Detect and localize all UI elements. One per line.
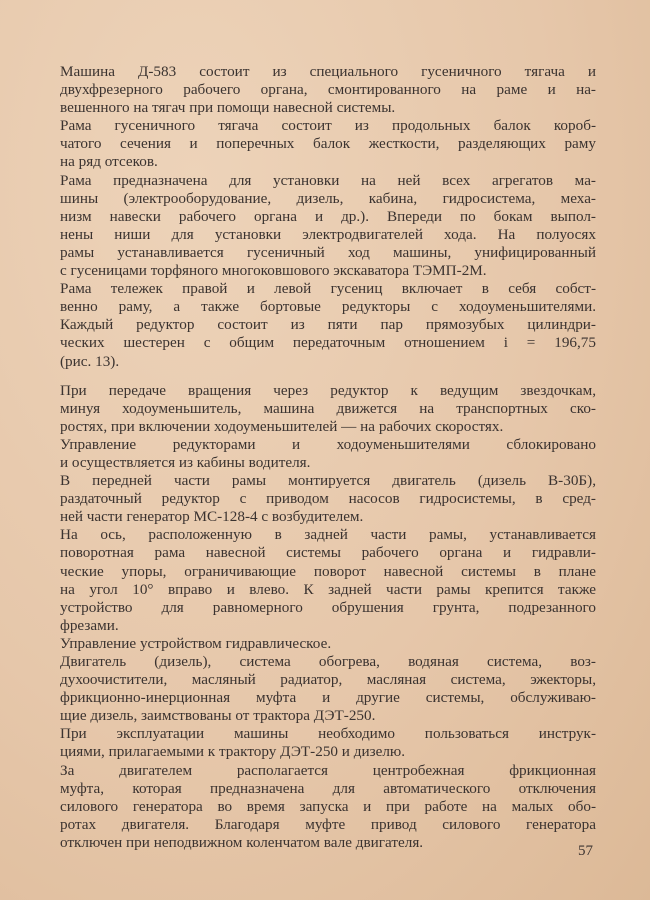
text-line: Двигатель (дизель), система обогрева, водяная система, воз- bbox=[60, 653, 596, 670]
paragraph bbox=[60, 526, 596, 635]
text-line: Рама предназначена для установки на ней всех агрегатов ма- bbox=[60, 171, 596, 189]
text-line: с гусеницами торфяного многоковшового экскаватора ТЭМП-2М. bbox=[60, 262, 487, 280]
text-line: При передаче вращения через редуктор к ведущим звездочкам, bbox=[60, 381, 596, 399]
text-line: На ось, расположенную в задней части рамы, устанавливается bbox=[60, 526, 596, 544]
text-line: (рис. 13). bbox=[60, 352, 120, 370]
paragraph bbox=[60, 472, 596, 526]
text-line: поворотная рама навесной системы рабочего органа и гидравли- bbox=[60, 544, 596, 562]
paragraph bbox=[60, 635, 596, 653]
paragraph bbox=[60, 382, 596, 436]
body-text bbox=[60, 63, 596, 852]
text-line: Рама тележек правой и левой гусениц включает в себя собст- bbox=[60, 280, 596, 298]
paragraph bbox=[60, 117, 596, 171]
text-line: на угол 10° вправо и влево. К задней части рамы крепится также bbox=[60, 580, 596, 598]
text-line: и осуществляется из кабины водителя. bbox=[60, 453, 311, 471]
text-line: Управление редукторами и ходоуменьшителями сблокировано bbox=[60, 435, 596, 453]
text-line: Каждый редуктор состоит из пяти пар прямозубых цилиндри- bbox=[60, 316, 596, 334]
text-line: шины (электрооборудование, дизель, кабина, гидросистема, меха- bbox=[60, 189, 596, 207]
text-line: ротах двигателя. Благодаря муфте привод силового генератора bbox=[60, 815, 596, 833]
paragraph bbox=[60, 280, 596, 370]
text-line: венно раму, а также бортовые редукторы с ходоуменьшителями. bbox=[60, 298, 596, 316]
text-line: фрикционно-инерционная муфта и другие системы, обслуживаю- bbox=[60, 689, 596, 707]
text-line: на ряд отсеков. bbox=[60, 153, 158, 171]
paragraph bbox=[60, 762, 596, 852]
text-line: ростях, при включении ходоуменьшителей — на рабочих скоростях. bbox=[60, 417, 504, 435]
text-line: Машина Д-583 состоит из специального гусеничного тягача и bbox=[60, 63, 596, 80]
text-line: циями, прилагаемыми к трактору ДЭТ-250 и дизелю. bbox=[60, 743, 406, 761]
paragraph-gap bbox=[60, 371, 596, 382]
paragraph bbox=[60, 172, 596, 281]
text-line: чатого сечения и поперечных балок жесткости, разделяющих раму bbox=[60, 135, 596, 153]
paragraph bbox=[60, 653, 596, 725]
text-line: раздаточный редуктор с приводом насосов гидросистемы, в сред- bbox=[60, 490, 596, 508]
text-line: За двигателем располагается центробежная фрикционная bbox=[60, 761, 596, 779]
text-line: силового генератора во время запуска и при работе на малых обо- bbox=[60, 797, 596, 815]
text-line: низм навески рабочего органа и др.). Впереди по бокам выпол- bbox=[60, 207, 596, 225]
text-line: фрезами. bbox=[60, 616, 119, 634]
page-number: 57 bbox=[578, 843, 593, 859]
paragraph bbox=[60, 63, 596, 117]
text-line: минуя ходоуменьшитель, машина движется на транспортных ско- bbox=[60, 399, 596, 417]
text-line: рамы устанавливается гусеничный ход машины, унифицированный bbox=[60, 243, 596, 261]
paragraph bbox=[60, 725, 596, 761]
text-line: ческих шестерен с общим передаточным отношением i = 196,75 bbox=[60, 334, 596, 352]
text-line: ческие упоры, ограничивающие поворот навесной системы в плане bbox=[60, 562, 596, 580]
text-line: духоочистители, масляный радиатор, масляная система, эжекторы, bbox=[60, 671, 596, 689]
text-line: муфта, которая предназначена для автоматического отключения bbox=[60, 779, 596, 797]
text-line: нены ниши для установки электродвигателей хода. На полуосях bbox=[60, 225, 596, 243]
text-line: ней части генератор МС-128-4 с возбудителем. bbox=[60, 508, 364, 526]
text-line: Управление устройством гидравлическое. bbox=[60, 634, 332, 652]
text-line: вешенного на тягач при помощи навесной системы. bbox=[60, 99, 396, 117]
text-line: двухфрезерного рабочего органа, смонтированного на раме и на- bbox=[60, 81, 596, 99]
text-line: Рама гусеничного тягача состоит из продольных балок короб- bbox=[60, 117, 596, 135]
text-line: В передней части рамы монтируется двигатель (дизель В-30Б), bbox=[60, 472, 596, 490]
text-line: щие дизель, заимствованы от трактора ДЭТ-250. bbox=[60, 707, 376, 725]
text-line: отключен при неподвижном коленчатом вале двигателя. bbox=[60, 833, 424, 851]
text-line: устройство для равномерного обрушения грунта, подрезанного bbox=[60, 598, 596, 616]
text-line: При эксплуатации машины необходимо пользоваться инструк- bbox=[60, 725, 596, 743]
paragraph bbox=[60, 436, 596, 472]
